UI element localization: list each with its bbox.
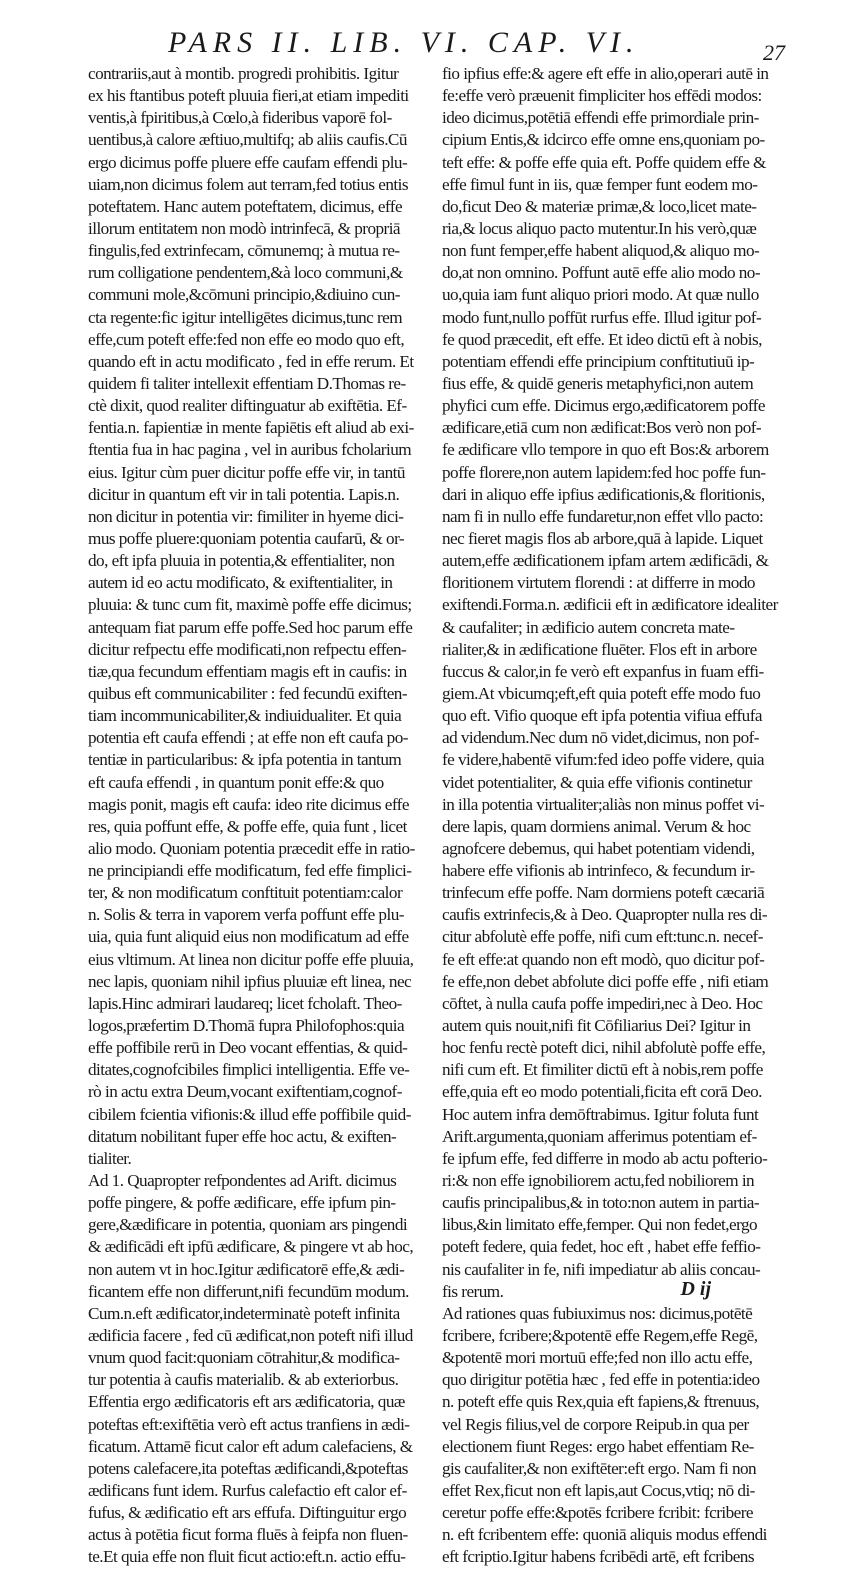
text-line: nec lapis, quoniam nihil ipfius pluuiæ eft linea, nec: [88, 971, 412, 991]
text-line: rialiter,& in ædificatione fluēter. Flos eft in arbore: [442, 639, 757, 659]
text-line: teft effe: & poffe effe quia eft. Poffe quidem effe &: [442, 152, 766, 172]
text-line: ne principiandi effe modificatum, fed effe fimplici-: [88, 861, 412, 881]
text-line: giem.At vbicumq;eft,eft quia poteft effe modo fuo: [442, 683, 761, 703]
text-line: uiam,non dicimus folem aut terram,fed totius entis: [88, 174, 408, 194]
text-line: illorum entitatem non modò intrinfecā, & propriā: [88, 218, 401, 238]
text-line: fentia.n. fapientiæ in mente fapiētis eft aliud ab exi-: [88, 418, 414, 438]
text-line: cipium Entis,& idcirco effe omne ens,quoniam po-: [442, 130, 765, 150]
text-line: effe,cum poteft effe:fed non effe eo modo quo eft,: [88, 329, 405, 349]
text-line: phyfici cum effe. Dicimus ergo,ædificatorem poffe: [442, 396, 765, 416]
signature-mark: D ij: [680, 1278, 711, 1300]
text-line: mus poffe pluere:quoniam potentia caufarū, & or-: [88, 528, 405, 548]
text-line: eius. Igitur cùm puer dicitur poffe effe vir, in tantū: [88, 462, 405, 482]
text-line: quando eft in actu modificato , fed in effe rerum. Et: [88, 351, 414, 371]
text-line: potentia eft caufa effendi ; at effe non eft caufa po-: [88, 728, 408, 748]
text-line: ceretur poffe effe:&potēs fcribere fcribit: fcribere: [442, 1503, 753, 1523]
text-line: ædificare,etiā cum non ædificat:Bos verò non pof-: [442, 418, 762, 438]
text-line: non funt femper,effe habent aliquod,& aliquo mo-: [442, 241, 760, 261]
text-line: cta regente:fic igitur intelligētes dicimus,tunc rem: [88, 307, 403, 327]
text-line: habere effe vifionis ab intrinfeco, & fecundum ir-: [442, 861, 755, 881]
text-line: ventis,à fpiritibus,à Cœlo,à fideribus vaporē fol-: [88, 108, 392, 128]
text-line: nis caufaliter in fe, nifi impediatur ab aliis concau-: [442, 1259, 761, 1279]
text-line: lapis.Hinc admirari laudareq; licet fcholaft. Theo-: [88, 993, 402, 1013]
text-line: fingulis,fed extrinfecam, cōmunemq; à mutua re-: [88, 241, 400, 261]
text-line: autem quis nouit,nifi fit Cōfiliarius Dei? Igitur in: [442, 1016, 751, 1036]
text-line: nifi cum eft. Et fimiliter dictū eft à nobis,rem poffe: [442, 1060, 763, 1080]
text-line: alio modo. Quoniam potentia præcedit effe in ratio-: [88, 838, 415, 858]
text-line: cibilem fcientia vifionis:& illud effe poffibile quid-: [88, 1104, 411, 1124]
text-line: quibus eft communicabiliter : fed fecundū exiften-: [88, 683, 407, 703]
text-line: actus à potētia ficut forma fluēs à feipfa non fluen-: [88, 1525, 408, 1545]
text-line: tentiæ in particularibus: & ipfa potentia in tantum: [88, 750, 402, 770]
text-line: fio ipfius effe:& agere eft effe in alio,operari autē in: [442, 64, 769, 83]
text-line: rò in actu extra Deum,vocant exiftentiam,cognof-: [88, 1082, 402, 1102]
text-line: caufis extrinfecis,& à Deo. Quapropter nulla res di-: [442, 905, 768, 925]
text-line: dicitur refpectu effe modificati,non refpectu effen-: [88, 639, 407, 659]
text-line: fcribere, fcribere;&potentē effe Regem,effe Regē,: [442, 1326, 758, 1346]
text-line: caufis principalibus,& in toto:non autem in partia-: [442, 1193, 760, 1213]
text-line: dari in aliquo effe ipfius ædificationis,& floritionis,: [442, 484, 765, 504]
text-line: rum colligatione pendentem,&à loco communi,&: [88, 263, 403, 283]
text-line: vnum quod facit:quoniam cōtrahitur,& modifica-: [88, 1348, 400, 1368]
text-line: fe eft effe:at quando non eft modò, quo dicitur pof-: [442, 949, 765, 969]
left-text-column: [88, 63, 440, 1567]
text-line: fe ipfum effe, fed differre in modo ab actu pofterio-: [442, 1148, 768, 1168]
text-line: ria,& locus aliquo pacto mutentur.In his verò,quæ: [442, 218, 757, 238]
text-line: effe,quia eft eo modo potentiali,ficita eft corā Deo.: [442, 1082, 762, 1102]
text-line: effe poffibile rerū in Deo vocant effentias, & quid-: [88, 1038, 408, 1058]
text-line: uia, quia funt aliquid eius non modificatum ad effe: [88, 927, 409, 947]
text-line: nam fi in nullo effe fundaretur,non effet vllo pacto:: [442, 506, 764, 526]
text-line: res, quia poffunt effe, & poffe effe, quia funt , licet: [88, 816, 407, 836]
text-line: fius effe, & quidē generis metaphyfici,non autem: [442, 373, 754, 393]
text-line: ædificans funt idem. Rurfus calefactio eft calor ef-: [88, 1481, 407, 1500]
text-line: Ad 1. Quapropter refpondentes ad Arift. dicimus: [88, 1171, 397, 1191]
text-line: quidem fi taliter intellexit effentiam D.Thomas re-: [88, 373, 406, 393]
text-line: poteftas eft:exiftētia verò eft actus tranfiens in ædi-: [88, 1414, 410, 1434]
text-line: Cum.n.eft ædificator,indeterminatè poteft infinita: [88, 1303, 400, 1323]
text-line: Arift.argumenta,quoniam afferimus potentiam ef-: [442, 1126, 757, 1146]
text-line: ficantem effe non differunt,nifi fecundūm modum.: [88, 1281, 409, 1301]
text-line: Effentia ergo ædificatoris eft ars ædificatoria, quæ: [88, 1392, 405, 1412]
text-line: eius vltimum. At linea non dicitur poffe effe pluuia,: [88, 949, 414, 969]
text-line: fuccus & calor,in fe verò eft expanfus in fuam effi-: [442, 661, 764, 681]
text-line: dicitur in quantum eft vir in tali potentia. Lapis.n.: [88, 484, 400, 504]
text-line: Ad rationes quas fubiuximus nos: dicimus,potētē: [442, 1303, 753, 1323]
text-line: tialiter.: [88, 1148, 132, 1168]
text-line: n. eft fcribentem effe: quoniā aliquis modus effendi: [442, 1525, 767, 1545]
text-line: ergo dicimus poffe pluere effe caufam effendi plu-: [88, 152, 408, 172]
text-line: logos,præfertim D.Thomā fupra Philofophos:quia: [88, 1016, 405, 1036]
text-line: te.Et quia effe non fluit ficut actio:eft.n. actio effu-: [88, 1547, 406, 1567]
text-line: do, eft ipfa pluuia in potentia,& effentialiter, non: [88, 551, 395, 571]
text-line: trinfecum effe poffe. Nam dormiens poteft cæcariā: [442, 883, 765, 903]
text-line: uo,quia iam funt aliquo priori modo. At quæ nullo: [442, 285, 759, 305]
text-line: ri:& non effe ignobiliorem actu,fed nobiliorem in: [442, 1171, 755, 1191]
text-line: modo funt,nullo poffūt rurfus effe. Illud igitur pof-: [442, 307, 762, 327]
text-line: &potentē mori mortuū effe;fed non illo actu effe,: [442, 1348, 753, 1368]
text-line: dere lapis, quam dormiens animal. Verum & hoc: [442, 816, 751, 836]
text-line: quo dirigitur potētia hæc , fed effe in potentia:ideo: [442, 1370, 760, 1390]
text-line: ditates,cognofcibiles fimplici intelligentia. Effe ve-: [88, 1060, 410, 1080]
text-line: n. poteft effe quis Rex,quia eft fapiens,& ftrenuus,: [442, 1392, 760, 1412]
text-line: fe videre,habentē vifum:fed ideo poffe videre, quia: [442, 750, 764, 770]
text-line: communi mole,&cōmuni principio,&diuino cun-: [88, 285, 400, 305]
text-line: poteft federe, quia fedet, hoc eft , habet effe feffio-: [442, 1237, 761, 1257]
text-line: gis caufaliter,& non exiftēter:eft ergo. Nam fi non: [442, 1458, 757, 1478]
text-line: effet Rex,ficut non eft lapis,aut Cocus,vtiq; nō di-: [442, 1481, 755, 1500]
text-line: magis ponit, magis eft caufa: ideo rite dicimus effe: [88, 794, 409, 814]
text-line: ficatum. Attamē ficut calor eft adum calefaciens, &: [88, 1436, 413, 1456]
page-number: 27: [763, 40, 785, 65]
text-line: videt potentialiter, & quia effe vifionis continetur: [442, 772, 752, 792]
text-line: eft fcriptio.Igitur habens fcribēdi artē, eft fcribens: [442, 1547, 754, 1567]
text-line: poteftatem. Hanc autem poteftatem, dicimus, effe: [88, 196, 403, 216]
text-line: hoc fenfu rectè poteft dici, nihil abfolutè poffe effe,: [442, 1038, 766, 1058]
text-line: potens calefacere,ita poteftas ædificandi,&poteftas: [88, 1458, 408, 1478]
text-line: do,at non omnino. Poffunt autē effe alio modo no-: [442, 263, 761, 283]
text-line: potentiam effendi effe principium conftitutiuū ip-: [442, 351, 755, 371]
text-line: tiam incommunicabiliter,& indiuidualiter. Et quia: [88, 706, 402, 726]
text-line: gere,&ædificare in potentia, quoniam ars pingendi: [88, 1215, 408, 1235]
text-line: effe fimul funt in iis, quæ femper funt eodem mo-: [442, 174, 758, 194]
text-line: quo eft. Vifio quoque eft ipfa potentia vifiua effufa: [442, 706, 762, 726]
text-line: non autem vt in hoc.Igitur ædificatorē effe,& ædi-: [88, 1259, 405, 1279]
text-line: floritionem virtutem florendi : at differre in modo: [442, 573, 755, 593]
text-line: ex his ftantibus poteft pluuia fieri,at etiam impediti: [88, 86, 409, 106]
text-line: poffe pingere, & poffe ædificare, effe ipfum pin-: [88, 1193, 396, 1213]
text-line: fufus, & ædificatio eft ars effufa. Diftinguitur ergo: [88, 1503, 407, 1523]
text-line: n. Solis & terra in vaporem verfa poffunt effe plu-: [88, 905, 404, 925]
text-line: poffe florere,non autem lapidem:fed hoc poffe fun-: [442, 462, 766, 482]
text-line: uentibus,à calore æftiuo,multifq; ab aliis caufis.Cū: [88, 130, 407, 150]
text-line: citur abfolutè effe poffe, nifi cum eft:tunc.n. necef-: [442, 927, 763, 947]
text-line: ftentia fua in hac pagina , vel in auribus fcholarium: [88, 440, 412, 460]
text-line: fe effe,non debet abfolute dici poffe effe , nifi etiam: [442, 971, 769, 991]
text-line: ideo dicimus,potētiā effendi effe primordiale prin-: [442, 108, 759, 128]
text-line: tur potentia à caufis materialib. & ab exteriorbus.: [88, 1370, 399, 1390]
text-line: agnofcere debemus, qui habet potentiam videndi,: [442, 838, 755, 858]
text-line: autem,effe ædificationem ipfam artem ædificādi, &: [442, 551, 769, 571]
text-line: fe:effe verò præuenit fimpliciter hos effēdi modos:: [442, 86, 762, 106]
text-line: cōftet, à nulla caufa poffe impediri,nec à Deo. Hoc: [442, 993, 763, 1013]
text-line: ad videndum.Nec dum nō videt,dicimus, non pof-: [442, 728, 759, 748]
text-line: non dicitur in potentia vir: fimiliter in hyeme dici-: [88, 506, 404, 526]
text-line: ctè dixit, quod realiter diftinguatur ab exiftētia. Ef-: [88, 396, 407, 416]
text-line: & ædificādi eft ipfū ædificare, & pingere vt ab hoc,: [88, 1237, 414, 1257]
text-line: in illa potentia virtualiter;aliàs non minus poffet vi-: [442, 794, 765, 814]
text-line: contrariis,aut à montib. progredi prohibitis. Igitur: [88, 64, 399, 83]
text-line: ædificia facere , fed cū ædificat,non poteft nifi illud: [88, 1326, 413, 1346]
text-line: nec fieret magis flos ab arbore,quā à lapide. Liquet: [442, 528, 763, 548]
text-line: ditatum nobilitant fuper effe hoc actu, & exiften-: [88, 1126, 397, 1146]
text-line: fis rerum.: [442, 1281, 504, 1301]
text-line: do,ficut Deo & materiæ primæ,& loco,licet mate-: [442, 196, 757, 216]
text-line: fe ædificare vllo tempore in quo eft Bos:& arborem: [442, 440, 769, 460]
text-line: fe quod præcedit, eft effe. Et ideo dictū eft à nobis,: [442, 329, 762, 349]
text-line: pluuia: & tunc cum fit, maximè poffe effe dicimus;: [88, 595, 412, 615]
text-line: ter, & non modificatum conftituit potentiam:calor: [88, 883, 403, 903]
text-line: vel Regis filius,vel de corpore Reipub.in qua per: [442, 1414, 749, 1434]
text-line: autem id eo actu modificato, & exiftentialiter, in: [88, 573, 393, 593]
text-line: Hoc autem infra demōftrabimus. Igitur foluta funt: [442, 1104, 759, 1124]
running-head: PARS II. LIB. VI. CAP. VI.: [168, 26, 640, 59]
text-line: libus,&in limitato effe,femper. Qui non fedet,ergo: [442, 1215, 758, 1235]
text-line: & caufaliter; in ædificio autem concreta mate-: [442, 617, 735, 637]
text-line: tiæ,qua fecundum effentiam magis eft in caufis: in: [88, 661, 407, 681]
text-line: antequam fiat parum effe poffe.Sed hoc parum effe: [88, 617, 413, 637]
text-line: electionem fiunt Reges: ergo habet effentiam Re-: [442, 1436, 754, 1456]
text-line: eft caufa effendi , in quantum ponit effe:& quo: [88, 772, 384, 792]
text-line: exiftendi.Forma.n. ædificii eft in ædificatore idealiter: [442, 595, 778, 615]
